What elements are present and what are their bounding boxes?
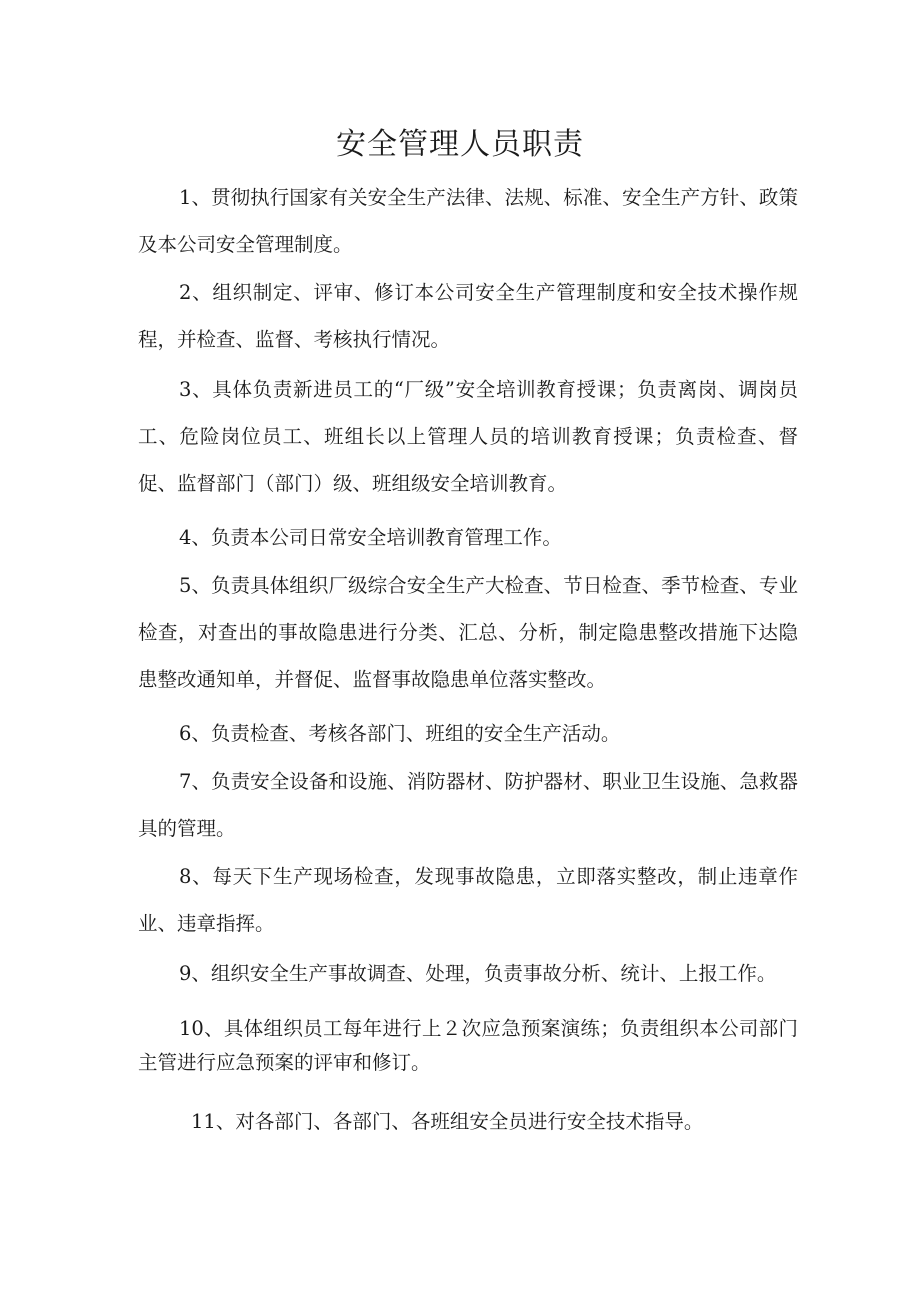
- document-title: 安全管理人员职责: [336, 127, 584, 162]
- duty-item-6: 6、负责检查、考核各部门、班组的安全生产活动。: [179, 722, 621, 745]
- duty-item-10: 10、具体组织员工每年进行上２次应急预案演练；负责组织本公司部门主管进行应急预案的评审和修订。: [138, 1017, 798, 1074]
- duty-item-3: 3、具体负责新进员工的“厂级”安全培训教育授课；负责离岗、调岗员工、危险岗位员工、班组长以上管理人员的培训教育授课；负责检查、督促、监督部门（部门）级、班组级安全培训教育。: [138, 378, 798, 495]
- duty-item-4: 4、负责本公司日常安全培训教育管理工作。: [179, 526, 562, 549]
- duty-item-11: 11、对各部门、各部门、各班组安全员进行安全技术指导。: [191, 1110, 704, 1133]
- duty-item-5: 5、负责具体组织厂级综合安全生产大检查、节日检查、季节检查、专业检查，对查出的事故隐患进行分类、汇总、分析，制定隐患整改措施下达隐患整改通知单，并督促、监督事故隐患单位落实整改。: [138, 574, 798, 691]
- duty-item-9: 9、组织安全生产事故调查、处理，负责事故分析、统计、上报工作。: [179, 962, 777, 985]
- duty-item-8: 8、每天下生产现场检查，发现事故隐患，立即落实整改，制止违章作业、违章指挥。: [138, 865, 798, 935]
- duty-item-1: 1、贯彻执行国家有关安全生产法律、法规、标准、安全生产方针、政策及本公司安全管理制度。: [138, 186, 798, 256]
- duty-item-7: 7、负责安全设备和设施、消防器材、防护器材、职业卫生设施、急救器具的管理。: [138, 770, 798, 840]
- duty-item-2: 2、组织制定、评审、修订本公司安全生产管理制度和安全技术操作规程，并检查、监督、考核执行情况。: [138, 281, 798, 351]
